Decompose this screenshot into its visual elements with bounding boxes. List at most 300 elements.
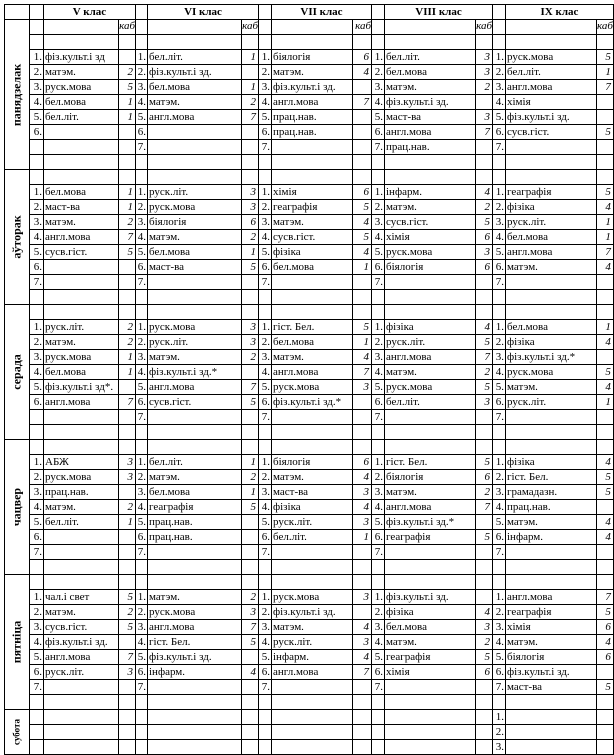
lesson-number: 5. xyxy=(372,650,385,665)
lesson-number: 1. xyxy=(493,455,506,470)
lesson-number: 7. xyxy=(493,275,506,290)
subject-cell: бел.літ. xyxy=(148,50,242,65)
day-name: субота xyxy=(11,718,22,746)
subject-cell: бел.мова xyxy=(506,320,597,335)
lesson-number: 5. xyxy=(30,650,44,665)
lesson-number: 5. xyxy=(493,245,506,260)
lesson-number: 1. xyxy=(493,320,506,335)
lesson-row xyxy=(5,740,614,755)
subject-cell xyxy=(272,740,353,755)
subject-cell: руск.літ. xyxy=(44,665,119,680)
subject-cell: матэм. xyxy=(272,470,353,485)
lesson-row xyxy=(5,320,614,335)
room-number: 5 xyxy=(597,50,614,65)
room-number: 7 xyxy=(242,620,259,635)
subject-cell xyxy=(44,710,119,725)
subject-cell xyxy=(44,740,119,755)
subject-cell: маст-ва xyxy=(148,260,242,275)
lesson-row xyxy=(5,680,614,695)
room-number: 3 xyxy=(242,185,259,200)
lesson-number xyxy=(30,725,44,740)
lesson-number: 6. xyxy=(372,125,385,140)
room-number: 5 xyxy=(353,230,372,245)
lesson-number: 6. xyxy=(30,395,44,410)
subject-cell xyxy=(148,125,242,140)
lesson-number: 2. xyxy=(372,335,385,350)
subject-cell: матэм. xyxy=(148,95,242,110)
lesson-number: 1. xyxy=(259,185,272,200)
room-number xyxy=(242,545,259,560)
lesson-row xyxy=(5,230,614,245)
room-number: 3 xyxy=(476,65,493,80)
lesson-number: 6. xyxy=(136,665,148,680)
subject-cell xyxy=(148,725,242,740)
room-number: 7 xyxy=(353,365,372,380)
day-label-cell xyxy=(5,710,30,755)
corner-cell xyxy=(5,5,30,20)
subject-cell xyxy=(44,140,119,155)
lesson-number: 5. xyxy=(259,650,272,665)
room-number: 5 xyxy=(242,260,259,275)
subject-cell: матэм. xyxy=(385,485,476,500)
day-name: серада xyxy=(9,354,24,390)
lesson-row xyxy=(5,500,614,515)
lesson-number: 1. xyxy=(372,455,385,470)
lesson-number: 1. xyxy=(259,50,272,65)
subject-cell: прац.нав. xyxy=(148,530,242,545)
room-number: 4 xyxy=(597,635,614,650)
lesson-number: 1. xyxy=(259,590,272,605)
lesson-number: 6. xyxy=(136,260,148,275)
lesson-number: 5. xyxy=(372,515,385,530)
subject-cell: біялогія xyxy=(148,215,242,230)
room-number: 2 xyxy=(476,635,493,650)
lesson-row xyxy=(5,665,614,680)
room-number xyxy=(353,605,372,620)
room-number: 7 xyxy=(242,110,259,125)
lesson-number: 7. xyxy=(30,275,44,290)
blank-row xyxy=(5,425,614,440)
room-number: 1 xyxy=(242,80,259,95)
lesson-number: 2. xyxy=(136,200,148,215)
subject-cell xyxy=(385,545,476,560)
lesson-number: 2. xyxy=(493,470,506,485)
room-number: 6 xyxy=(476,470,493,485)
room-number: 3 xyxy=(119,470,136,485)
lesson-number: 2. xyxy=(259,200,272,215)
subject-cell: руск.мова xyxy=(506,50,597,65)
lesson-number: 5. xyxy=(493,380,506,395)
lesson-number: 4. xyxy=(372,635,385,650)
lesson-row xyxy=(5,650,614,665)
lesson-number: 1. xyxy=(493,185,506,200)
room-number: 4 xyxy=(242,665,259,680)
room-number xyxy=(119,740,136,755)
lesson-row xyxy=(5,125,614,140)
subject-cell: фіз.культ.і зд.* xyxy=(272,395,353,410)
subject-cell: матэм. xyxy=(272,620,353,635)
lesson-number: 5. xyxy=(136,245,148,260)
lesson-number: 7. xyxy=(136,140,148,155)
room-number: 2 xyxy=(476,200,493,215)
room-number: 1 xyxy=(597,215,614,230)
room-number xyxy=(119,710,136,725)
subject-cell: сусв.гіст. xyxy=(506,125,597,140)
room-number xyxy=(476,410,493,425)
lesson-number: 2. xyxy=(30,65,44,80)
lesson-number: 7. xyxy=(372,140,385,155)
room-number: 5 xyxy=(597,125,614,140)
room-number: 3 xyxy=(476,620,493,635)
subject-cell: прац.нав. xyxy=(385,140,476,155)
subject-cell: матэм. xyxy=(44,215,119,230)
subject-cell: бел.мова xyxy=(148,245,242,260)
room-number xyxy=(353,140,372,155)
lesson-row xyxy=(5,410,614,425)
lesson-number: 4. xyxy=(372,230,385,245)
lesson-number: 3. xyxy=(259,80,272,95)
class-header: V клас xyxy=(44,5,136,20)
room-number xyxy=(242,275,259,290)
room-number: 4 xyxy=(597,260,614,275)
room-number xyxy=(242,740,259,755)
subject-cell: хімія xyxy=(272,185,353,200)
lesson-number: 2. xyxy=(372,470,385,485)
room-number: 2 xyxy=(119,605,136,620)
room-number: 6 xyxy=(353,50,372,65)
room-number: 2 xyxy=(242,95,259,110)
lesson-number: 6. xyxy=(259,125,272,140)
lesson-number: 3. xyxy=(136,80,148,95)
lesson-number: 4. xyxy=(136,635,148,650)
lesson-row xyxy=(5,140,614,155)
room-number: 3 xyxy=(242,320,259,335)
subject-cell xyxy=(44,275,119,290)
lesson-number xyxy=(136,725,148,740)
room-number: 5 xyxy=(119,245,136,260)
room-number xyxy=(119,275,136,290)
room-number: 7 xyxy=(242,380,259,395)
subject-cell xyxy=(385,275,476,290)
room-number xyxy=(476,710,493,725)
subject-cell: руск.мова xyxy=(44,470,119,485)
room-number: 7 xyxy=(353,95,372,110)
lesson-number: 2. xyxy=(136,605,148,620)
room-number: 1 xyxy=(597,395,614,410)
room-number: 5 xyxy=(597,470,614,485)
subject-cell: фіз.культ.і зд. xyxy=(272,605,353,620)
room-number: 1 xyxy=(353,260,372,275)
lesson-row xyxy=(5,710,614,725)
subject-cell: англ.мова xyxy=(272,365,353,380)
kab-label: каб xyxy=(476,20,493,35)
subject-cell xyxy=(506,740,597,755)
lesson-number: 4. xyxy=(493,500,506,515)
subject-cell: фіз.культ.і зд. xyxy=(385,95,476,110)
room-number: 5 xyxy=(476,650,493,665)
lesson-number: 3. xyxy=(372,350,385,365)
lesson-number: 3. xyxy=(372,485,385,500)
room-number: 5 xyxy=(119,620,136,635)
subject-cell: маст-ва xyxy=(44,200,119,215)
room-number: 5 xyxy=(476,215,493,230)
lesson-row xyxy=(5,350,614,365)
lesson-number: 2. xyxy=(493,200,506,215)
room-number xyxy=(476,140,493,155)
subject-cell: геаграфія xyxy=(506,605,597,620)
room-number xyxy=(476,275,493,290)
subject-cell: гіст. Бел. xyxy=(506,470,597,485)
lesson-number: 5. xyxy=(136,380,148,395)
lesson-number: 1. xyxy=(372,320,385,335)
subject-cell: інфарм. xyxy=(385,185,476,200)
subject-cell xyxy=(44,260,119,275)
room-number: 3 xyxy=(242,605,259,620)
subject-cell: фіз.культ.і зд*. xyxy=(44,380,119,395)
lesson-row xyxy=(5,395,614,410)
lesson-number: 3. xyxy=(259,620,272,635)
class-header: VI клас xyxy=(148,5,259,20)
lesson-number xyxy=(30,710,44,725)
lesson-number: 7. xyxy=(30,680,44,695)
subject-cell xyxy=(44,680,119,695)
lesson-number: 1. xyxy=(493,590,506,605)
subject-cell xyxy=(148,275,242,290)
lesson-number: 7. xyxy=(259,410,272,425)
lesson-number xyxy=(372,725,385,740)
subject-cell: матэм. xyxy=(148,350,242,365)
lesson-number: 1. xyxy=(136,50,148,65)
lesson-number xyxy=(136,740,148,755)
subject-cell: бел.мова xyxy=(272,260,353,275)
room-number xyxy=(353,725,372,740)
room-number xyxy=(242,65,259,80)
day-spacer-row xyxy=(5,305,614,320)
lesson-number: 1. xyxy=(136,455,148,470)
subject-cell: англ.мова xyxy=(44,395,119,410)
subject-cell xyxy=(148,545,242,560)
subject-cell: бел.мова xyxy=(44,95,119,110)
lesson-number: 2. xyxy=(372,200,385,215)
lesson-row xyxy=(5,260,614,275)
subject-cell: інфарм. xyxy=(272,650,353,665)
subject-cell xyxy=(385,710,476,725)
subject-cell: матэм. xyxy=(385,635,476,650)
class-header: IX клас xyxy=(506,5,614,20)
subject-cell: руск.літ. xyxy=(148,335,242,350)
lesson-number xyxy=(30,410,44,425)
lesson-number: 3. xyxy=(259,350,272,365)
lesson-number: 6. xyxy=(259,260,272,275)
room-number: 3 xyxy=(353,380,372,395)
lesson-number: 1. xyxy=(30,185,44,200)
room-number xyxy=(242,515,259,530)
subject-cell: геаграфія xyxy=(385,530,476,545)
blank-row xyxy=(5,695,614,710)
subject-cell: руск.мова xyxy=(272,380,353,395)
room-number xyxy=(353,125,372,140)
lesson-number: 6. xyxy=(136,125,148,140)
room-number: 7 xyxy=(119,230,136,245)
room-number: 7 xyxy=(353,665,372,680)
lesson-number: 4. xyxy=(30,635,44,650)
lesson-number: 6. xyxy=(372,530,385,545)
lesson-number: 7. xyxy=(259,545,272,560)
room-number: 7 xyxy=(597,245,614,260)
subject-cell: руск.літ. xyxy=(506,395,597,410)
lesson-number: 5. xyxy=(372,110,385,125)
lesson-number: 4. xyxy=(30,500,44,515)
lesson-number: 7. xyxy=(493,545,506,560)
room-number: 1 xyxy=(353,530,372,545)
day-label-cell xyxy=(5,170,30,305)
day-name: аўторак xyxy=(9,215,24,259)
lesson-row xyxy=(5,275,614,290)
lesson-number: 5. xyxy=(136,650,148,665)
room-number xyxy=(119,635,136,650)
subject-cell: англ.мова xyxy=(506,245,597,260)
room-number xyxy=(242,710,259,725)
room-number xyxy=(242,140,259,155)
lesson-number: 7. xyxy=(259,275,272,290)
day-label-cell xyxy=(5,575,30,710)
room-number: 3 xyxy=(119,455,136,470)
subject-cell xyxy=(272,140,353,155)
blank-row xyxy=(5,155,614,170)
lesson-number: 1. xyxy=(372,50,385,65)
room-number: 4 xyxy=(353,620,372,635)
subject-cell: прац.нав. xyxy=(506,500,597,515)
room-number: 7 xyxy=(119,650,136,665)
room-number: 6 xyxy=(242,215,259,230)
room-number: 6 xyxy=(597,650,614,665)
room-number: 5 xyxy=(476,335,493,350)
subject-cell: бел.мова xyxy=(44,365,119,380)
lesson-number: 1. xyxy=(136,590,148,605)
subject-cell: геаграфія xyxy=(272,200,353,215)
subject-cell xyxy=(506,410,597,425)
room-number: 3 xyxy=(353,590,372,605)
class-header-row xyxy=(5,5,614,20)
room-number: 2 xyxy=(242,470,259,485)
subject-cell xyxy=(148,140,242,155)
subject-cell: бел.мова xyxy=(385,65,476,80)
subject-cell: грамадазн. xyxy=(506,485,597,500)
class-header: VIII клас xyxy=(385,5,493,20)
subject-cell: руск.літ. xyxy=(44,320,119,335)
subject-cell: чал.і свет xyxy=(44,590,119,605)
subject-cell: геаграфія xyxy=(506,185,597,200)
room-number: 1 xyxy=(119,365,136,380)
lesson-number: 7. xyxy=(136,275,148,290)
subject-cell: прац.нав. xyxy=(272,110,353,125)
room-number: 1 xyxy=(242,485,259,500)
room-number xyxy=(353,80,372,95)
day-label-cell xyxy=(5,305,30,440)
lesson-number: 3. xyxy=(30,485,44,500)
room-number xyxy=(242,365,259,380)
subject-cell xyxy=(44,725,119,740)
room-number xyxy=(119,260,136,275)
room-number xyxy=(242,125,259,140)
lesson-number: 7. xyxy=(259,680,272,695)
lesson-number: 5. xyxy=(493,110,506,125)
lesson-number: 2. xyxy=(30,605,44,620)
subject-cell: англ.мова xyxy=(385,350,476,365)
lesson-number: 4. xyxy=(493,95,506,110)
subject-cell: хімія xyxy=(506,620,597,635)
lesson-number: 2. xyxy=(30,335,44,350)
lesson-row xyxy=(5,620,614,635)
room-number: 4 xyxy=(597,335,614,350)
room-number xyxy=(119,410,136,425)
lesson-number: 5. xyxy=(259,110,272,125)
subject-cell xyxy=(272,710,353,725)
room-number: 2 xyxy=(476,485,493,500)
lesson-number: 6. xyxy=(372,665,385,680)
lesson-number: 4. xyxy=(259,500,272,515)
lesson-number: 4. xyxy=(136,95,148,110)
subject-cell: руск.мова xyxy=(148,320,242,335)
room-number: 1 xyxy=(597,320,614,335)
lesson-number: 2. xyxy=(136,65,148,80)
lesson-number: 6. xyxy=(372,260,385,275)
subject-cell: руск.літ. xyxy=(148,185,242,200)
room-number xyxy=(119,125,136,140)
subject-cell: хімія xyxy=(385,230,476,245)
subject-cell xyxy=(272,725,353,740)
subject-cell xyxy=(148,680,242,695)
room-number xyxy=(119,485,136,500)
subject-cell: матэм. xyxy=(385,365,476,380)
lesson-row xyxy=(5,515,614,530)
room-number xyxy=(597,740,614,755)
subject-cell: бел.мова xyxy=(148,485,242,500)
subject-cell xyxy=(385,680,476,695)
room-number xyxy=(476,680,493,695)
lesson-row xyxy=(5,455,614,470)
subject-cell: англ.мова xyxy=(44,650,119,665)
lesson-number: 6. xyxy=(493,530,506,545)
lesson-number: 7. xyxy=(136,410,148,425)
lesson-row xyxy=(5,215,614,230)
lesson-number: 4. xyxy=(30,230,44,245)
subject-cell: руск.мова xyxy=(44,80,119,95)
lesson-number: 3. xyxy=(136,350,148,365)
subject-cell: руск.мова xyxy=(385,380,476,395)
lesson-number: 3. xyxy=(493,740,506,755)
room-number: 5 xyxy=(597,485,614,500)
lesson-number: 1. xyxy=(372,185,385,200)
lesson-number: 7. xyxy=(372,275,385,290)
lesson-number: 2. xyxy=(259,65,272,80)
subject-cell: геаграфія xyxy=(148,500,242,515)
lesson-number: 3. xyxy=(493,485,506,500)
room-number: 3 xyxy=(353,485,372,500)
lesson-number: 3. xyxy=(493,80,506,95)
lesson-number: 3. xyxy=(493,215,506,230)
subject-cell: фіз.культ.і зд. xyxy=(506,665,597,680)
subject-cell: бел.мова xyxy=(272,335,353,350)
lesson-number: 6. xyxy=(136,395,148,410)
room-number: 4 xyxy=(597,380,614,395)
day-label-cell xyxy=(5,440,30,575)
room-number: 5 xyxy=(597,605,614,620)
subject-cell: матэм. xyxy=(148,230,242,245)
lesson-row xyxy=(5,470,614,485)
lesson-number xyxy=(30,140,44,155)
room-number: 2 xyxy=(476,80,493,95)
